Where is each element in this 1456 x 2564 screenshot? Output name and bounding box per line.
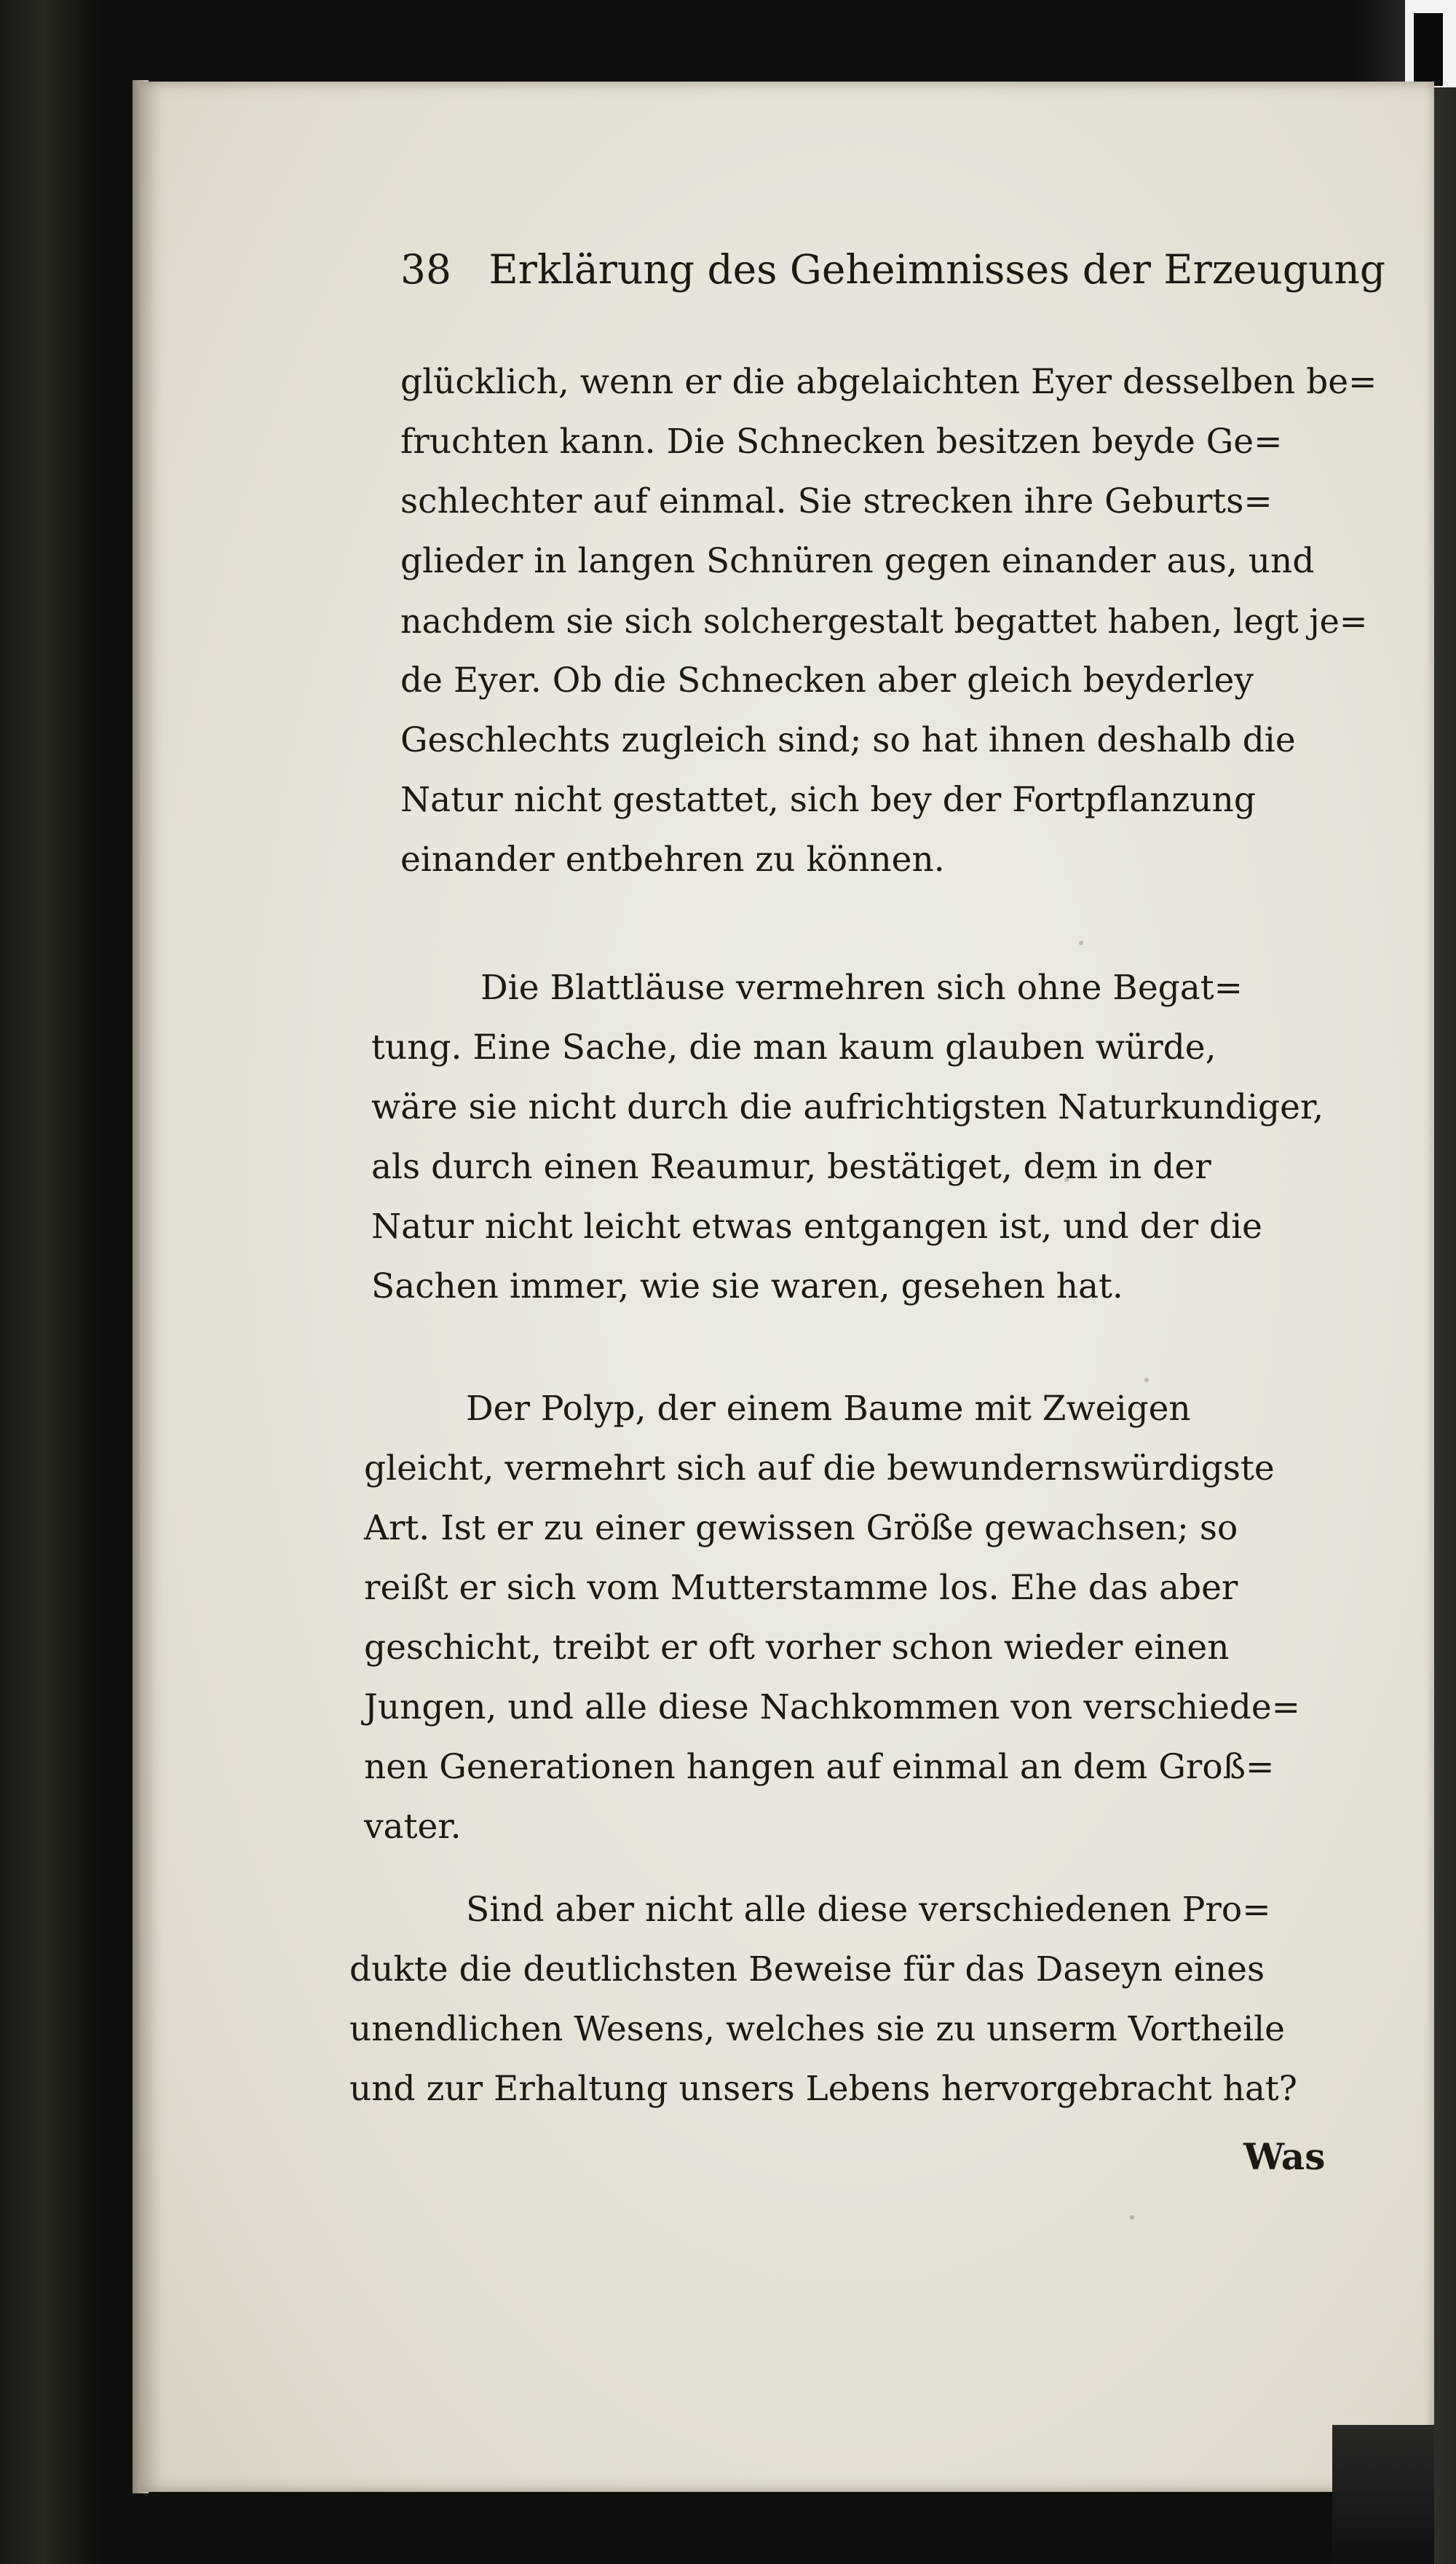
text-line: Natur nicht leicht etwas entgangen ist, und der die bbox=[371, 1207, 1262, 1247]
text-line: Sachen immer, wie sie waren, gesehen hat. bbox=[371, 1266, 1123, 1306]
text-line: unendlichen Wesens, welches sie zu unserm Vortheile bbox=[349, 2009, 1285, 2049]
text-line: schlechter auf einmal. Sie strecken ihre Geburts= bbox=[400, 481, 1273, 521]
text-line: als durch einen Reaumur, bestätiget, dem in der bbox=[371, 1147, 1211, 1187]
text-line: Jungen, und alle diese Nachkommen von verschiede= bbox=[364, 1687, 1301, 1727]
text-line: geschicht, treibt er oft vorher schon wieder einen bbox=[364, 1628, 1230, 1668]
text-line: gleicht, vermehrt sich auf die bewundernswürdigste bbox=[364, 1448, 1275, 1488]
text-line: de Eyer. Ob die Schnecken aber gleich beyderley bbox=[400, 660, 1254, 701]
text-line: vater. bbox=[364, 1807, 462, 1847]
paper-fleck bbox=[1079, 941, 1083, 945]
running-head bbox=[400, 240, 1386, 299]
text-line: Geschlechts zugleich sind; so hat ihnen deshalb die bbox=[400, 720, 1296, 760]
text-line: Natur nicht gestattet, sich bey der Fortpflanzung bbox=[400, 780, 1256, 820]
text-line: fruchten kann. Die Schnecken besitzen beyde Ge= bbox=[400, 422, 1283, 462]
page-number: 38 bbox=[400, 246, 451, 293]
running-title: Erklärung des Geheimnisses der Erzeugung bbox=[488, 246, 1386, 293]
text-line: Art. Ist er zu einer gewissen Größe gewachsen; so bbox=[364, 1508, 1238, 1548]
scan-bottom-shadow bbox=[1332, 2425, 1434, 2564]
text-line: Der Polyp, der einem Baume mit Zweigen bbox=[466, 1389, 1191, 1429]
text-line: nachdem sie sich solchergestalt begattet haben, legt je= bbox=[400, 601, 1368, 641]
paper-fleck bbox=[1130, 2215, 1134, 2220]
catchword: Was bbox=[1243, 2135, 1326, 2178]
text-line: tung. Eine Sache, die man kaum glauben würde, bbox=[371, 1027, 1216, 1068]
text-line: Sind aber nicht alle diese verschiedenen Pro= bbox=[466, 1890, 1271, 1930]
text-line: dukte die deutlichsten Beweise für das Daseyn eines bbox=[349, 1949, 1265, 1989]
text-line: Die Blattläuse vermehren sich ohne Begat= bbox=[480, 968, 1243, 1008]
text-line: einander entbehren zu können. bbox=[400, 840, 945, 880]
paper-fleck bbox=[1144, 1378, 1149, 1382]
scan-corner-shadow bbox=[1414, 13, 1443, 86]
text-line: reißt er sich vom Mutterstamme los. Ehe das aber bbox=[364, 1568, 1238, 1608]
text-line: glieder in langen Schnüren gegen einander aus, und bbox=[400, 541, 1315, 581]
text-line: wäre sie nicht durch die aufrichtigsten Naturkundiger, bbox=[371, 1087, 1324, 1127]
text-line: glücklich, wenn er die abgelaichten Eyer desselben be= bbox=[400, 362, 1377, 402]
text-line: nen Generationen hangen auf einmal an dem Groß= bbox=[364, 1747, 1275, 1787]
text-line: und zur Erhaltung unsers Lebens hervorgebracht hat? bbox=[349, 2069, 1297, 2109]
